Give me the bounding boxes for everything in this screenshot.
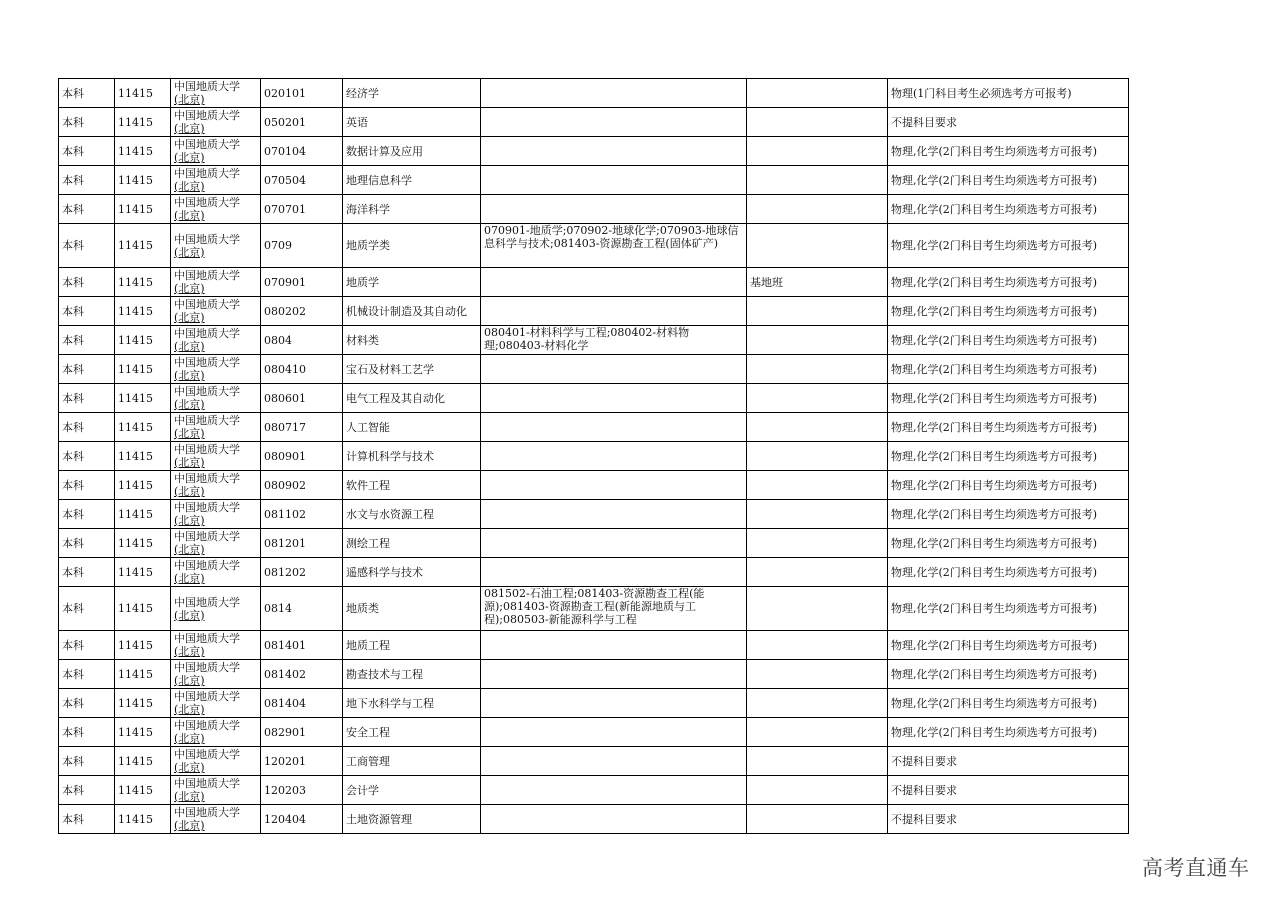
school-name-cell <box>171 747 261 776</box>
major-code-cell: 070104 <box>261 137 343 166</box>
included-majors-cell <box>481 500 747 529</box>
major-code-cell: 070701 <box>261 195 343 224</box>
note-cell <box>747 384 888 413</box>
level-cell: 本科 <box>59 776 115 805</box>
subject-requirement-cell: 物理,化学(2门科目考生均须选考方可报考) <box>888 500 1129 529</box>
school-name-line2: (北京) <box>174 282 205 295</box>
major-code-cell: 0814 <box>261 587 343 631</box>
major-name-cell: 机械设计制造及其自动化 <box>343 297 481 326</box>
subject-requirement-cell: 物理,化学(2门科目考生均须选考方可报考) <box>888 529 1129 558</box>
major-code-cell: 120404 <box>261 805 343 834</box>
school-name-line2: (北京) <box>174 732 205 745</box>
table-row <box>59 195 1129 224</box>
subject-requirement-cell: 物理,化学(2门科目考生均须选考方可报考) <box>888 384 1129 413</box>
school-name-line1: 中国地质大学 <box>174 530 240 543</box>
school-name-line2: (北京) <box>174 572 205 585</box>
school-name-line1: 中国地质大学 <box>174 356 240 369</box>
subject-requirement-cell: 物理,化学(2门科目考生均须选考方可报考) <box>888 326 1129 355</box>
school-name-cell <box>171 631 261 660</box>
subject-requirement-cell: 不提科目要求 <box>888 805 1129 834</box>
level-cell: 本科 <box>59 224 115 268</box>
included-majors-cell: 080401-材料科学与工程;080402-材料物理;080403-材料化学 <box>481 326 747 355</box>
school-name-line2: (北京) <box>174 485 205 498</box>
school-code-cell: 11415 <box>115 776 171 805</box>
table-row <box>59 500 1129 529</box>
subject-requirement-cell: 物理,化学(2门科目考生均须选考方可报考) <box>888 268 1129 297</box>
table-row <box>59 776 1129 805</box>
level-cell: 本科 <box>59 442 115 471</box>
level-cell: 本科 <box>59 297 115 326</box>
major-code-cell: 081201 <box>261 529 343 558</box>
major-name-cell: 电气工程及其自动化 <box>343 384 481 413</box>
table-row <box>59 268 1129 297</box>
major-code-cell: 082901 <box>261 718 343 747</box>
school-code-cell: 11415 <box>115 297 171 326</box>
included-majors-cell <box>481 776 747 805</box>
table-row <box>59 166 1129 195</box>
subject-requirement-cell: 物理,化学(2门科目考生均须选考方可报考) <box>888 558 1129 587</box>
note-cell <box>747 529 888 558</box>
subject-requirement-cell: 物理,化学(2门科目考生均须选考方可报考) <box>888 660 1129 689</box>
note-cell <box>747 500 888 529</box>
school-name-line1: 中国地质大学 <box>174 414 240 427</box>
included-majors-cell <box>481 166 747 195</box>
school-name-cell <box>171 529 261 558</box>
major-name-cell: 计算机科学与技术 <box>343 442 481 471</box>
note-cell: 基地班 <box>747 268 888 297</box>
subject-requirement-cell: 物理,化学(2门科目考生均须选考方可报考) <box>888 413 1129 442</box>
watermark-text: 高考直通车 <box>1142 856 1250 880</box>
level-cell: 本科 <box>59 166 115 195</box>
school-name-cell <box>171 805 261 834</box>
major-name-cell: 地质学类 <box>343 224 481 268</box>
school-name-line2: (北京) <box>174 645 205 658</box>
level-cell: 本科 <box>59 718 115 747</box>
school-name-line1: 中国地质大学 <box>174 443 240 456</box>
major-name-cell: 水文与水资源工程 <box>343 500 481 529</box>
school-name-cell <box>171 79 261 108</box>
note-cell <box>747 558 888 587</box>
school-name-cell <box>171 297 261 326</box>
school-name-cell <box>171 268 261 297</box>
school-code-cell: 11415 <box>115 195 171 224</box>
table-row <box>59 805 1129 834</box>
level-cell: 本科 <box>59 384 115 413</box>
table-row <box>59 442 1129 471</box>
school-name-line1: 中国地质大学 <box>174 777 240 790</box>
major-name-cell: 经济学 <box>343 79 481 108</box>
table-row <box>59 79 1129 108</box>
subject-requirement-cell: 物理,化学(2门科目考生均须选考方可报考) <box>888 587 1129 631</box>
school-name-line2: (北京) <box>174 311 205 324</box>
note-cell <box>747 587 888 631</box>
school-name-line2: (北京) <box>174 398 205 411</box>
table-row <box>59 108 1129 137</box>
table-row <box>59 689 1129 718</box>
table-row <box>59 471 1129 500</box>
included-majors-cell <box>481 268 747 297</box>
level-cell: 本科 <box>59 500 115 529</box>
school-name-line1: 中国地质大学 <box>174 232 240 246</box>
school-code-cell: 11415 <box>115 747 171 776</box>
school-code-cell: 11415 <box>115 718 171 747</box>
school-code-cell: 11415 <box>115 326 171 355</box>
major-name-cell: 测绘工程 <box>343 529 481 558</box>
subject-requirement-cell: 物理,化学(2门科目考生均须选考方可报考) <box>888 631 1129 660</box>
note-cell <box>747 471 888 500</box>
table-row <box>59 718 1129 747</box>
included-majors-cell <box>481 747 747 776</box>
included-majors-cell <box>481 660 747 689</box>
school-name-cell <box>171 776 261 805</box>
school-name-line2: (北京) <box>174 151 205 164</box>
table-row <box>59 384 1129 413</box>
school-name-line1: 中国地质大学 <box>174 138 240 151</box>
major-name-cell: 数据计算及应用 <box>343 137 481 166</box>
school-name-line1: 中国地质大学 <box>174 501 240 514</box>
school-name-cell <box>171 558 261 587</box>
major-name-cell: 地质类 <box>343 587 481 631</box>
included-majors-cell <box>481 355 747 384</box>
school-code-cell: 11415 <box>115 471 171 500</box>
major-code-cell: 081404 <box>261 689 343 718</box>
major-code-cell: 0804 <box>261 326 343 355</box>
school-code-cell: 11415 <box>115 413 171 442</box>
school-name-line1: 中国地质大学 <box>174 385 240 398</box>
major-name-cell: 英语 <box>343 108 481 137</box>
table-row <box>59 558 1129 587</box>
major-code-cell: 081102 <box>261 500 343 529</box>
note-cell <box>747 166 888 195</box>
school-name-line1: 中国地质大学 <box>174 661 240 674</box>
included-majors-cell <box>481 471 747 500</box>
included-majors-cell <box>481 558 747 587</box>
school-name-line2: (北京) <box>174 245 205 259</box>
note-cell <box>747 297 888 326</box>
school-name-line1: 中国地质大学 <box>174 472 240 485</box>
school-name-line2: (北京) <box>174 514 205 527</box>
major-name-cell: 安全工程 <box>343 718 481 747</box>
included-majors-cell <box>481 442 747 471</box>
school-name-line2: (北京) <box>174 819 205 832</box>
major-code-cell: 070901 <box>261 268 343 297</box>
school-name-line1: 中国地质大学 <box>174 748 240 761</box>
major-code-cell: 080901 <box>261 442 343 471</box>
major-name-cell: 海洋科学 <box>343 195 481 224</box>
school-code-cell: 11415 <box>115 224 171 268</box>
level-cell: 本科 <box>59 747 115 776</box>
level-cell: 本科 <box>59 689 115 718</box>
note-cell <box>747 195 888 224</box>
note-cell <box>747 442 888 471</box>
school-code-cell: 11415 <box>115 355 171 384</box>
major-code-cell: 080902 <box>261 471 343 500</box>
school-code-cell: 11415 <box>115 660 171 689</box>
major-name-cell: 会计学 <box>343 776 481 805</box>
school-code-cell: 11415 <box>115 529 171 558</box>
major-code-cell: 120201 <box>261 747 343 776</box>
major-name-cell: 地下水科学与工程 <box>343 689 481 718</box>
school-name-line2: (北京) <box>174 761 205 774</box>
major-name-cell: 地质工程 <box>343 631 481 660</box>
school-name-line2: (北京) <box>174 427 205 440</box>
note-cell <box>747 747 888 776</box>
school-code-cell: 11415 <box>115 108 171 137</box>
school-name-line1: 中国地质大学 <box>174 595 240 609</box>
school-name-cell <box>171 413 261 442</box>
note-cell <box>747 718 888 747</box>
school-name-line1: 中国地质大学 <box>174 298 240 311</box>
major-code-cell: 080717 <box>261 413 343 442</box>
included-majors-cell <box>481 137 747 166</box>
major-code-cell: 080410 <box>261 355 343 384</box>
included-majors-cell <box>481 631 747 660</box>
school-name-line2: (北京) <box>174 608 205 622</box>
school-code-cell: 11415 <box>115 166 171 195</box>
school-code-cell: 11415 <box>115 442 171 471</box>
table-body <box>59 79 1129 834</box>
major-name-cell: 人工智能 <box>343 413 481 442</box>
school-name-cell <box>171 137 261 166</box>
school-name-cell <box>171 471 261 500</box>
school-name-line2: (北京) <box>174 93 205 106</box>
major-code-cell: 120203 <box>261 776 343 805</box>
subject-requirements-table <box>58 78 1129 834</box>
level-cell: 本科 <box>59 108 115 137</box>
level-cell: 本科 <box>59 413 115 442</box>
table-row <box>59 326 1129 355</box>
major-name-cell: 宝石及材料工艺学 <box>343 355 481 384</box>
table-row <box>59 660 1129 689</box>
school-name-line2: (北京) <box>174 122 205 135</box>
note-cell <box>747 689 888 718</box>
note-cell <box>747 79 888 108</box>
school-name-line2: (北京) <box>174 340 205 353</box>
note-cell <box>747 224 888 268</box>
note-cell <box>747 413 888 442</box>
level-cell: 本科 <box>59 195 115 224</box>
note-cell <box>747 108 888 137</box>
school-name-line1: 中国地质大学 <box>174 632 240 645</box>
major-name-cell: 地质学 <box>343 268 481 297</box>
school-name-line1: 中国地质大学 <box>174 269 240 282</box>
note-cell <box>747 660 888 689</box>
school-code-cell: 11415 <box>115 137 171 166</box>
level-cell: 本科 <box>59 79 115 108</box>
included-majors-cell <box>481 79 747 108</box>
subject-requirement-cell: 不提科目要求 <box>888 108 1129 137</box>
level-cell: 本科 <box>59 326 115 355</box>
school-name-cell <box>171 166 261 195</box>
school-name-line2: (北京) <box>174 456 205 469</box>
level-cell: 本科 <box>59 268 115 297</box>
school-code-cell: 11415 <box>115 500 171 529</box>
school-name-line1: 中国地质大学 <box>174 327 240 340</box>
subject-requirement-cell: 物理,化学(2门科目考生均须选考方可报考) <box>888 224 1129 268</box>
major-name-cell: 勘查技术与工程 <box>343 660 481 689</box>
subject-requirement-cell: 物理,化学(2门科目考生均须选考方可报考) <box>888 137 1129 166</box>
school-name-line1: 中国地质大学 <box>174 167 240 180</box>
school-name-line2: (北京) <box>174 703 205 716</box>
included-majors-cell <box>481 108 747 137</box>
table-row <box>59 631 1129 660</box>
note-cell <box>747 631 888 660</box>
school-code-cell: 11415 <box>115 689 171 718</box>
school-name-cell <box>171 442 261 471</box>
included-majors-cell: 070901-地质学;070902-地球化学;070903-地球信息科学与技术;081403-资源勘查工程(固体矿产) <box>481 224 747 268</box>
level-cell: 本科 <box>59 558 115 587</box>
school-code-cell: 11415 <box>115 805 171 834</box>
major-name-cell: 地理信息科学 <box>343 166 481 195</box>
school-name-line1: 中国地质大学 <box>174 109 240 122</box>
included-majors-cell <box>481 384 747 413</box>
school-name-line2: (北京) <box>174 209 205 222</box>
level-cell: 本科 <box>59 471 115 500</box>
school-name-cell <box>171 326 261 355</box>
school-name-cell <box>171 718 261 747</box>
included-majors-cell <box>481 297 747 326</box>
school-code-cell: 11415 <box>115 587 171 631</box>
level-cell: 本科 <box>59 805 115 834</box>
included-majors-cell <box>481 805 747 834</box>
school-code-cell: 11415 <box>115 384 171 413</box>
school-name-cell <box>171 108 261 137</box>
school-name-line1: 中国地质大学 <box>174 806 240 819</box>
table-row <box>59 297 1129 326</box>
subject-requirement-cell: 物理,化学(2门科目考生均须选考方可报考) <box>888 471 1129 500</box>
school-name-cell <box>171 587 261 631</box>
school-code-cell: 11415 <box>115 79 171 108</box>
table-row <box>59 529 1129 558</box>
subject-requirement-cell: 物理(1门科目考生必须选考方可报考) <box>888 79 1129 108</box>
included-majors-cell <box>481 195 747 224</box>
major-name-cell: 材料类 <box>343 326 481 355</box>
included-majors-cell <box>481 529 747 558</box>
subject-requirement-cell: 不提科目要求 <box>888 747 1129 776</box>
subject-requirement-cell: 物理,化学(2门科目考生均须选考方可报考) <box>888 195 1129 224</box>
subject-requirement-cell: 物理,化学(2门科目考生均须选考方可报考) <box>888 442 1129 471</box>
note-cell <box>747 355 888 384</box>
table-row <box>59 355 1129 384</box>
major-name-cell: 软件工程 <box>343 471 481 500</box>
major-name-cell: 遥感科学与技术 <box>343 558 481 587</box>
major-code-cell: 080601 <box>261 384 343 413</box>
school-code-cell: 11415 <box>115 631 171 660</box>
subject-requirement-cell: 物理,化学(2门科目考生均须选考方可报考) <box>888 297 1129 326</box>
major-name-cell: 工商管理 <box>343 747 481 776</box>
subject-requirement-cell: 物理,化学(2门科目考生均须选考方可报考) <box>888 718 1129 747</box>
included-majors-cell <box>481 413 747 442</box>
major-code-cell: 050201 <box>261 108 343 137</box>
note-cell <box>747 776 888 805</box>
subject-requirement-cell: 物理,化学(2门科目考生均须选考方可报考) <box>888 689 1129 718</box>
level-cell: 本科 <box>59 137 115 166</box>
included-majors-cell: 081502-石油工程;081403-资源勘查工程(能源);081403-资源勘查工程(新能源地质与工程);080503-新能源科学与工程 <box>481 587 747 631</box>
school-name-line1: 中国地质大学 <box>174 196 240 209</box>
subject-requirement-cell: 物理,化学(2门科目考生均须选考方可报考) <box>888 355 1129 384</box>
level-cell: 本科 <box>59 631 115 660</box>
school-code-cell: 11415 <box>115 558 171 587</box>
school-name-line2: (北京) <box>174 543 205 556</box>
level-cell: 本科 <box>59 355 115 384</box>
major-code-cell: 081401 <box>261 631 343 660</box>
school-name-cell <box>171 224 261 268</box>
school-name-line2: (北京) <box>174 369 205 382</box>
level-cell: 本科 <box>59 529 115 558</box>
school-name-cell <box>171 500 261 529</box>
major-code-cell: 081402 <box>261 660 343 689</box>
major-code-cell: 080202 <box>261 297 343 326</box>
school-name-cell <box>171 355 261 384</box>
major-code-cell: 0709 <box>261 224 343 268</box>
school-name-line2: (北京) <box>174 790 205 803</box>
note-cell <box>747 326 888 355</box>
subject-requirement-cell: 不提科目要求 <box>888 776 1129 805</box>
school-code-cell: 11415 <box>115 268 171 297</box>
school-name-cell <box>171 689 261 718</box>
school-name-line1: 中国地质大学 <box>174 719 240 732</box>
major-name-cell: 土地资源管理 <box>343 805 481 834</box>
level-cell: 本科 <box>59 660 115 689</box>
table-row <box>59 413 1129 442</box>
included-majors-cell <box>481 718 747 747</box>
note-cell <box>747 805 888 834</box>
table-row <box>59 587 1129 631</box>
school-name-line2: (北京) <box>174 674 205 687</box>
school-name-line1: 中国地质大学 <box>174 690 240 703</box>
major-code-cell: 070504 <box>261 166 343 195</box>
school-name-line1: 中国地质大学 <box>174 80 240 93</box>
table-row <box>59 224 1129 268</box>
table-row <box>59 137 1129 166</box>
level-cell: 本科 <box>59 587 115 631</box>
included-majors-cell <box>481 689 747 718</box>
school-name-cell <box>171 195 261 224</box>
school-name-line2: (北京) <box>174 180 205 193</box>
table-row <box>59 747 1129 776</box>
note-cell <box>747 137 888 166</box>
school-name-cell <box>171 660 261 689</box>
school-name-cell <box>171 384 261 413</box>
school-name-line1: 中国地质大学 <box>174 559 240 572</box>
major-code-cell: 020101 <box>261 79 343 108</box>
major-code-cell: 081202 <box>261 558 343 587</box>
subject-requirement-cell: 物理,化学(2门科目考生均须选考方可报考) <box>888 166 1129 195</box>
